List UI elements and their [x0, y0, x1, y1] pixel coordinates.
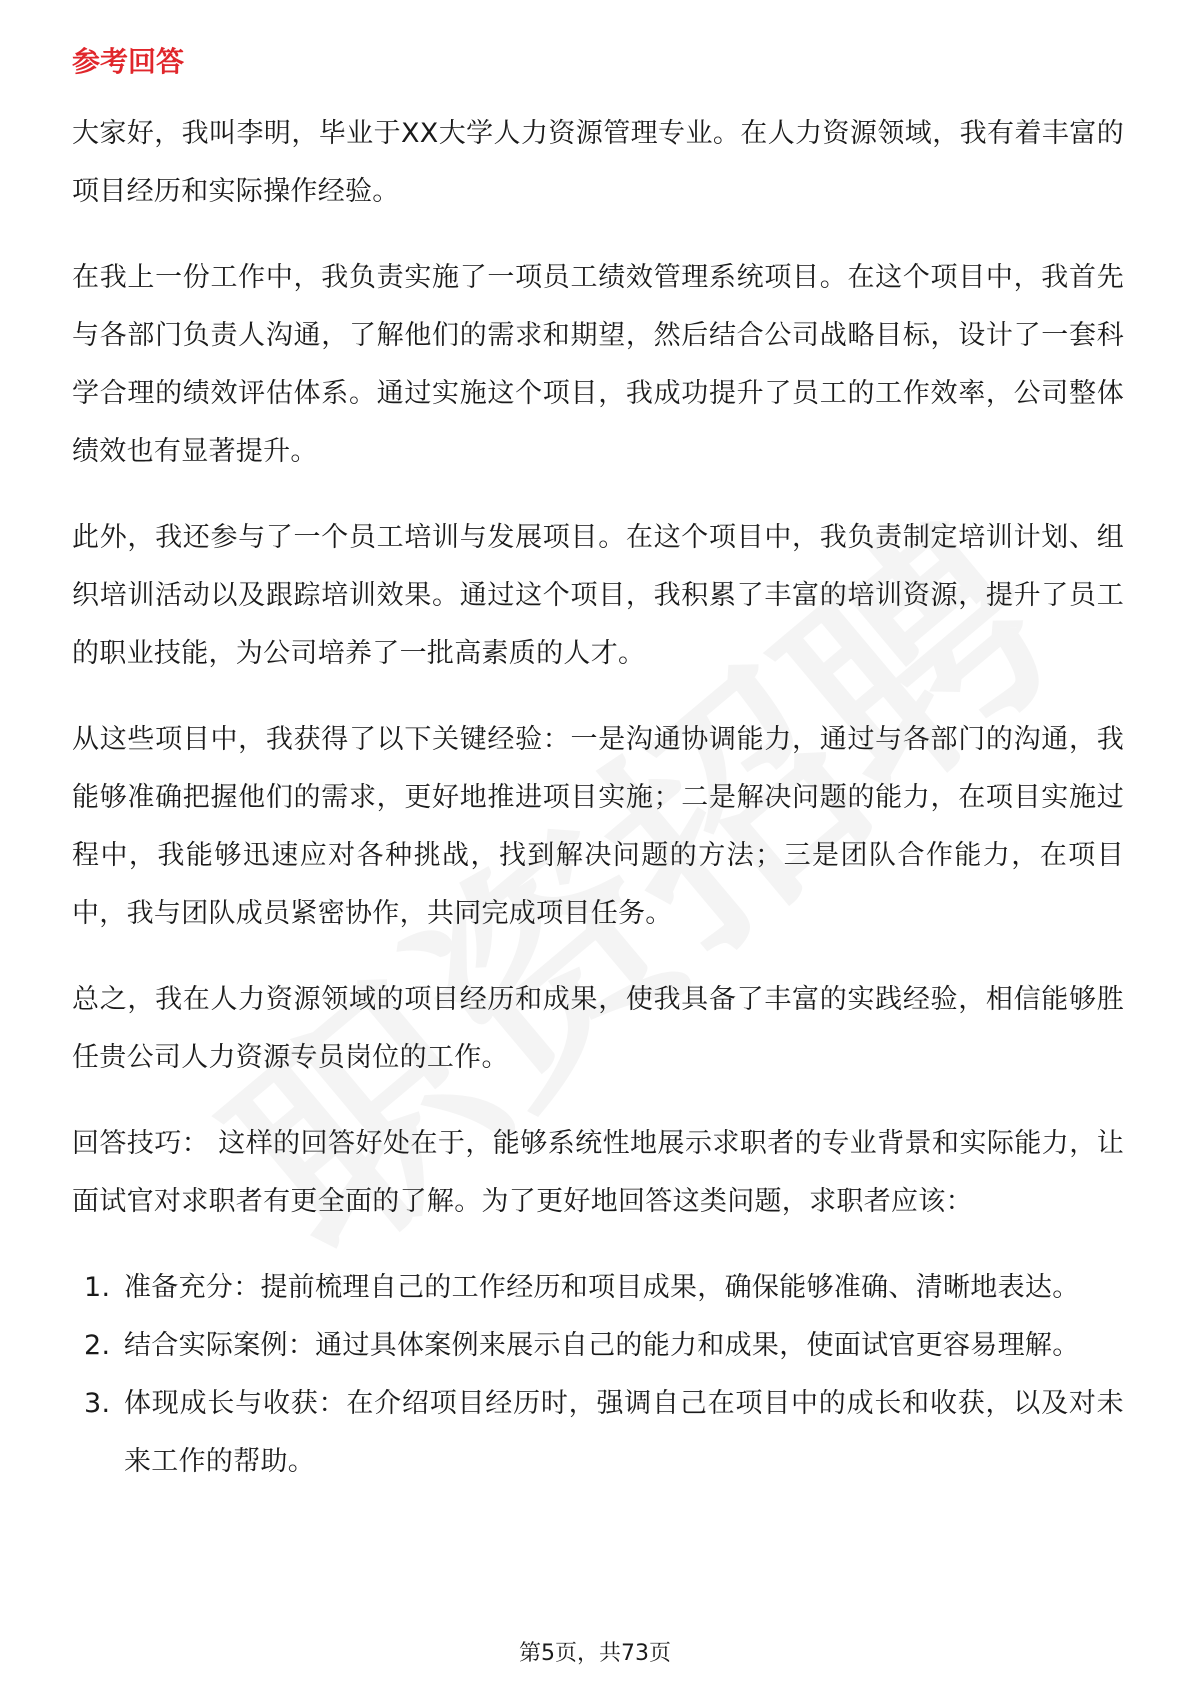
list-item	[72, 1375, 1124, 1491]
page-footer: 第5页，共73页	[519, 1641, 671, 1666]
list-item-text: 体现成长与收获：在介绍项目经历时，强调自己在项目中的成长和收获，以及对未来工作的帮助。	[124, 1388, 1124, 1478]
list-item-number: 2.	[84, 1330, 111, 1362]
paragraph-answer-tips: 回答技巧： 这样的回答好处在于，能够系统性地展示求职者的专业背景和实际能力，让面试官对求职者有更全面的了解。为了更好地回答这类问题，求职者应该：	[72, 1128, 1124, 1218]
paragraph-performance-project: 在我上一份工作中，我负责实施了一项员工绩效管理系统项目。在这个项目中，我首先与各部门负责人沟通，了解他们的需求和期望，然后结合公司战略目标，设计了一套科学合理的绩效评估体系。通过实施这个项目，我成功提升了员工的工作效率，公司整体绩效也有显著提升。	[72, 262, 1124, 468]
list-item	[72, 1259, 1124, 1317]
list-item-text: 结合实际案例：通过具体案例来展示自己的能力和成果，使面试官更容易理解。	[124, 1330, 1080, 1362]
list-item-text: 准备充分：提前梳理自己的工作经历和项目成果，确保能够准确、清晰地表达。	[124, 1272, 1080, 1304]
tips-list	[72, 1259, 1124, 1491]
paragraph-training-project: 此外，我还参与了一个员工培训与发展项目。在这个项目中，我负责制定培训计划、组织培训活动以及跟踪培训效果。通过这个项目，我积累了丰富的培训资源，提升了员工的职业技能，为公司培养了一批高素质的人才。	[72, 522, 1124, 670]
document-page	[72, 42, 1124, 1491]
paragraph-intro: 大家好，我叫李明，毕业于XX大学人力资源管理专业。在人力资源领域，我有着丰富的项目经历和实际操作经验。	[72, 118, 1124, 208]
list-item-number: 1.	[84, 1272, 111, 1304]
section-title: 参考回答	[72, 45, 185, 78]
list-item-number: 3.	[84, 1388, 111, 1420]
paragraph-key-experience: 从这些项目中，我获得了以下关键经验：一是沟通协调能力，通过与各部门的沟通，我能够准确把握他们的需求，更好地推进项目实施；二是解决问题的能力，在项目实施过程中，我能够迅速应对各种挑战，找到解决问题的方法；三是团队合作能力，在项目中，我与团队成员紧密协作，共同完成项目任务。	[72, 724, 1124, 930]
list-item	[72, 1317, 1124, 1375]
paragraph-conclusion: 总之，我在人力资源领域的项目经历和成果，使我具备了丰富的实践经验，相信能够胜任贵公司人力资源专员岗位的工作。	[72, 984, 1124, 1074]
